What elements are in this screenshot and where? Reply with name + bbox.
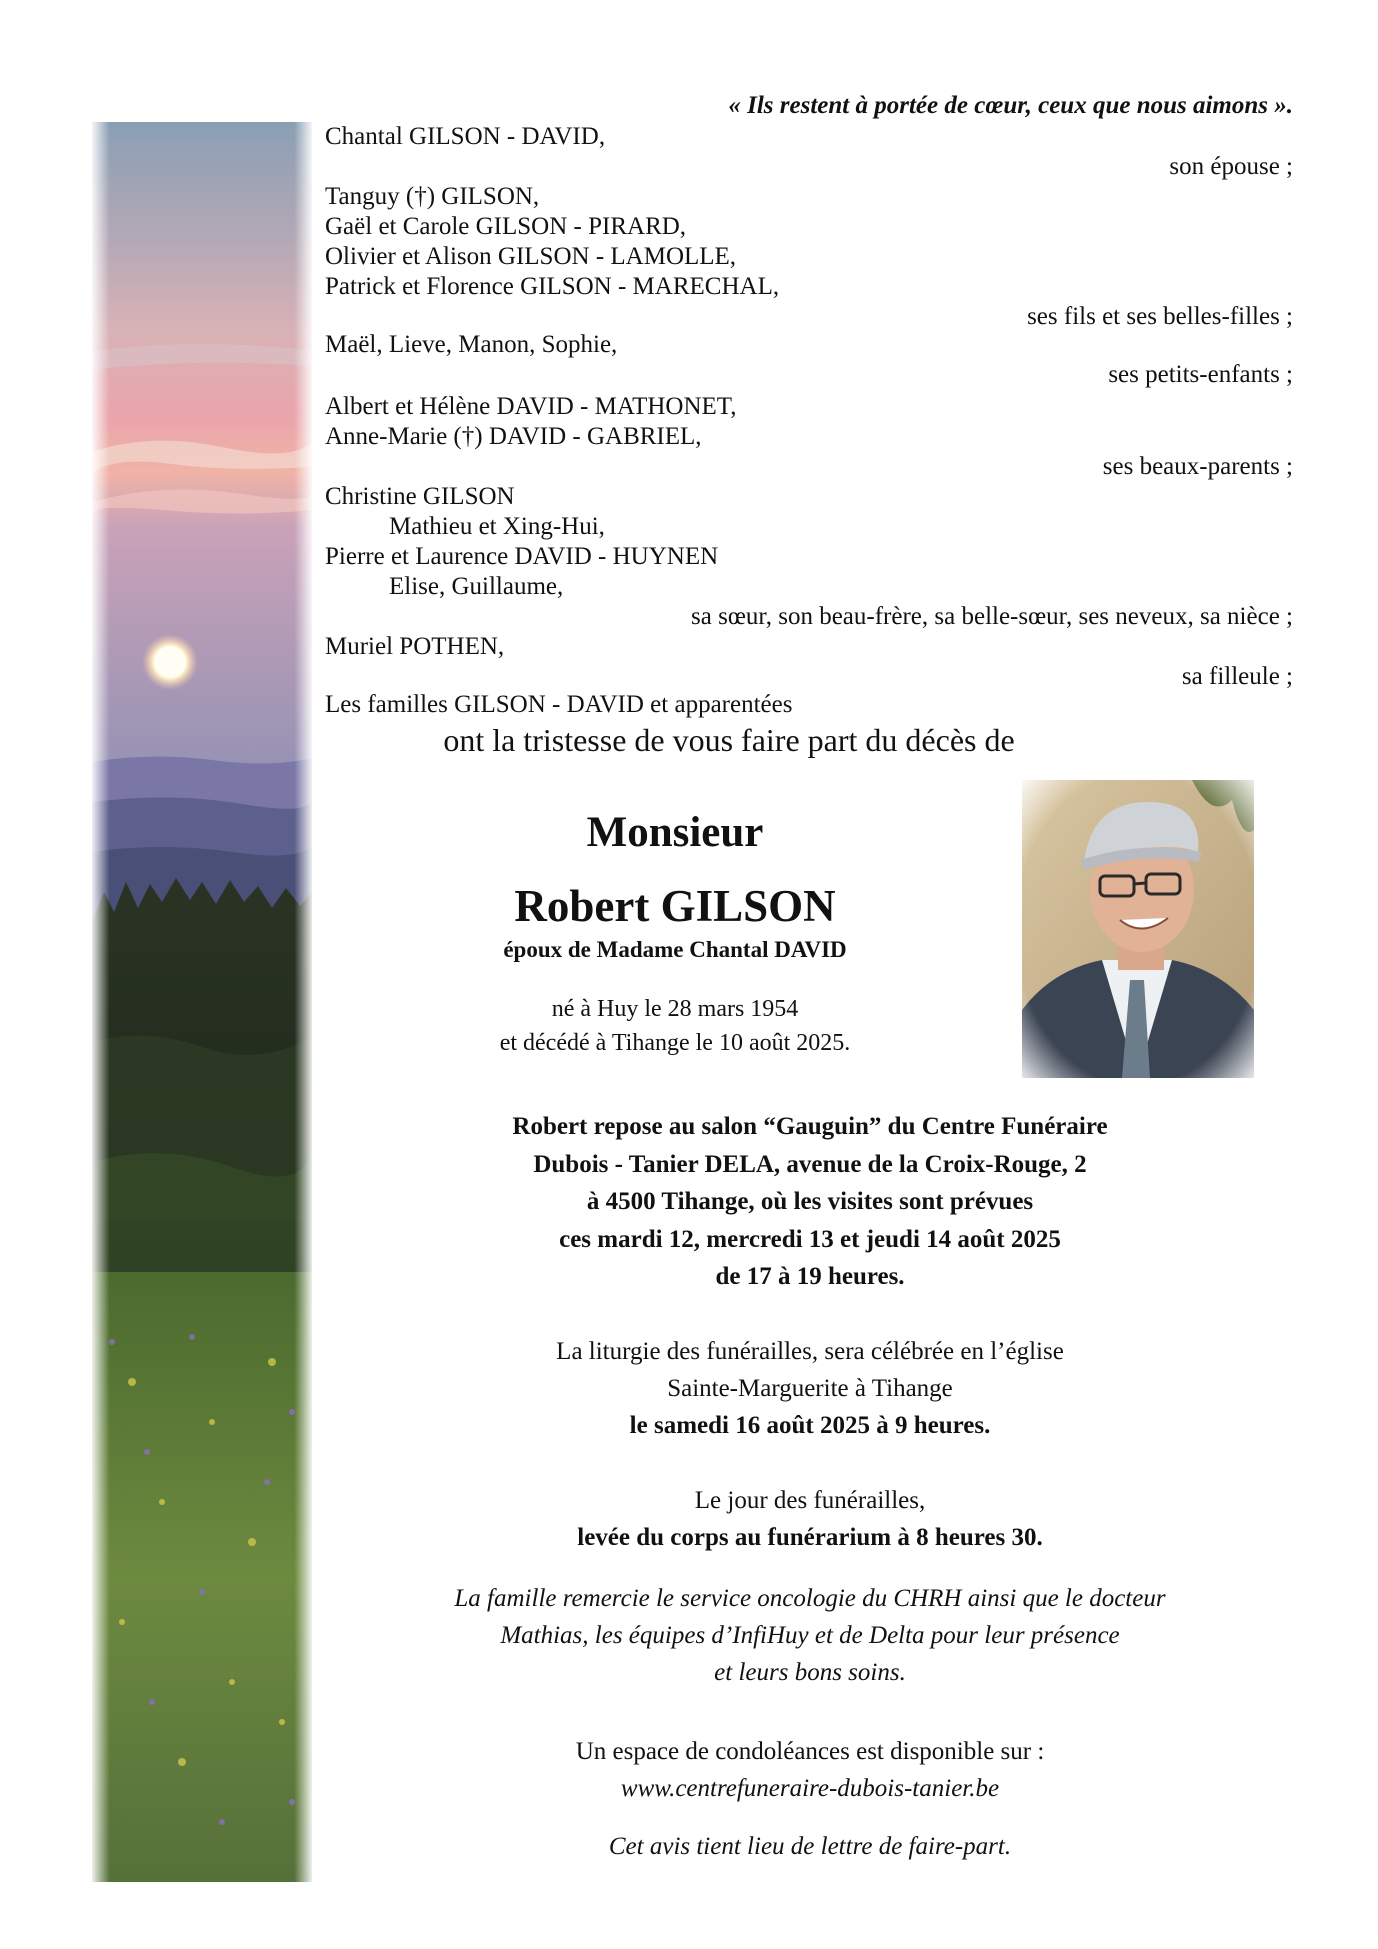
family-member-name: Chantal GILSON - DAVID, [325, 123, 606, 150]
family-group [325, 632, 1293, 692]
family-relation: son épouse ; [1169, 153, 1293, 180]
family-member-name: Anne-Marie (†) DAVID - GABRIEL, [325, 423, 702, 450]
liturgy-church: Sainte-Marguerite à Tihange [667, 1375, 953, 1402]
liturgy-line: La liturgie des funérailles, sera célébrée en l’église [556, 1338, 1064, 1365]
family-member-name: Pierre et Laurence DAVID - HUYNEN [325, 543, 719, 570]
final-note: Cet avis tient lieu de lettre de faire-part. [608, 1833, 1012, 1860]
family-group [325, 122, 1293, 182]
thanks-line: La famille remercie le service oncologie du CHRH ainsi que le docteur [454, 1585, 1166, 1612]
visitation-line: à 4500 Tihange, où les visites sont prévues [586, 1188, 1034, 1215]
funeral-day-time: levée du corps au funérarium à 8 heures 30. [577, 1524, 1043, 1551]
visitation-info [330, 1108, 1290, 1296]
visitation-line: de 17 à 19 heures. [715, 1263, 905, 1290]
funeral-day-info [330, 1482, 1290, 1556]
family-member-name: Christine GILSON [325, 483, 515, 510]
family-member-name: Maël, Lieve, Manon, Sophie, [325, 331, 618, 358]
family-group [325, 330, 1293, 390]
family-member-name: Tanguy (†) GILSON, [325, 183, 540, 210]
portrait-illustration [1022, 780, 1254, 1078]
epigraph-quote: « Ils restent à portée de cœur, ceux que nous aimons ». [728, 92, 1293, 119]
family-relation: sa sœur, son beau-frère, sa belle-sœur, ses neveux, sa nièce ; [691, 603, 1293, 630]
announcement-line: ont la tristesse de vous faire part du décès de [443, 722, 1015, 758]
family-group [325, 392, 1293, 482]
funeral-day-line: Le jour des funérailles, [694, 1487, 926, 1514]
condolences-intro: Un espace de condoléances est disponible sur : [575, 1738, 1045, 1765]
visitation-line: ces mardi 12, mercredi 13 et jeudi 14 août 2025 [559, 1225, 1061, 1253]
family-member-name: Gaël et Carole GILSON - PIRARD, [325, 213, 687, 240]
family-member-name: Muriel POTHEN, [325, 633, 505, 660]
birth-line: né à Huy le 28 mars 1954 [551, 996, 799, 1022]
sunset-landscape-illustration [92, 122, 312, 1882]
family-relation: sa filleule ; [1181, 663, 1293, 690]
family-member-name: Elise, Guillaume, [389, 573, 564, 600]
spouse-line: époux de Madame Chantal DAVID [503, 937, 847, 962]
family-member-name: Les familles GILSON - DAVID et apparentées [325, 691, 793, 718]
family-member-name: Mathieu et Xing-Hui, [389, 513, 605, 540]
family-relation: ses petits-enfants ; [1108, 361, 1293, 388]
family-relation: ses fils et ses belles-filles ; [1027, 303, 1293, 330]
family-group [325, 690, 1293, 720]
thanks-message [330, 1580, 1290, 1691]
landscape-strip-image [92, 122, 312, 1882]
condolences-info [330, 1733, 1290, 1807]
death-line: et décédé à Tihange le 10 août 2025. [499, 1030, 851, 1056]
family-member-name: Albert et Hélène DAVID - MATHONET, [325, 393, 737, 420]
condolences-link[interactable]: www.centrefuneraire-dubois-tanier.be [620, 1775, 1000, 1802]
visitation-line: Robert repose au salon “Gauguin” du Centre Funéraire [512, 1113, 1108, 1140]
family-relation: ses beaux-parents ; [1102, 453, 1293, 480]
family-group [325, 482, 1293, 632]
thanks-line: Mathias, les équipes d’InfiHuy et de Delta pour leur présence [500, 1622, 1120, 1649]
thanks-line: et leurs bons soins. [714, 1659, 906, 1686]
liturgy-date: le samedi 16 août 2025 à 9 heures. [629, 1412, 991, 1439]
deceased-title: Monsieur [586, 809, 764, 856]
visitation-line: Dubois - Tanier DELA, avenue de la Croix-Rouge, 2 [533, 1150, 1087, 1178]
family-member-name: Olivier et Alison GILSON - LAMOLLE, [325, 243, 737, 270]
liturgy-info [330, 1333, 1290, 1444]
family-member-name: Patrick et Florence GILSON - MARECHAL, [325, 273, 780, 300]
family-group [325, 182, 1293, 332]
deceased-portrait [1022, 780, 1254, 1078]
deceased-name: Robert GILSON [514, 881, 836, 931]
